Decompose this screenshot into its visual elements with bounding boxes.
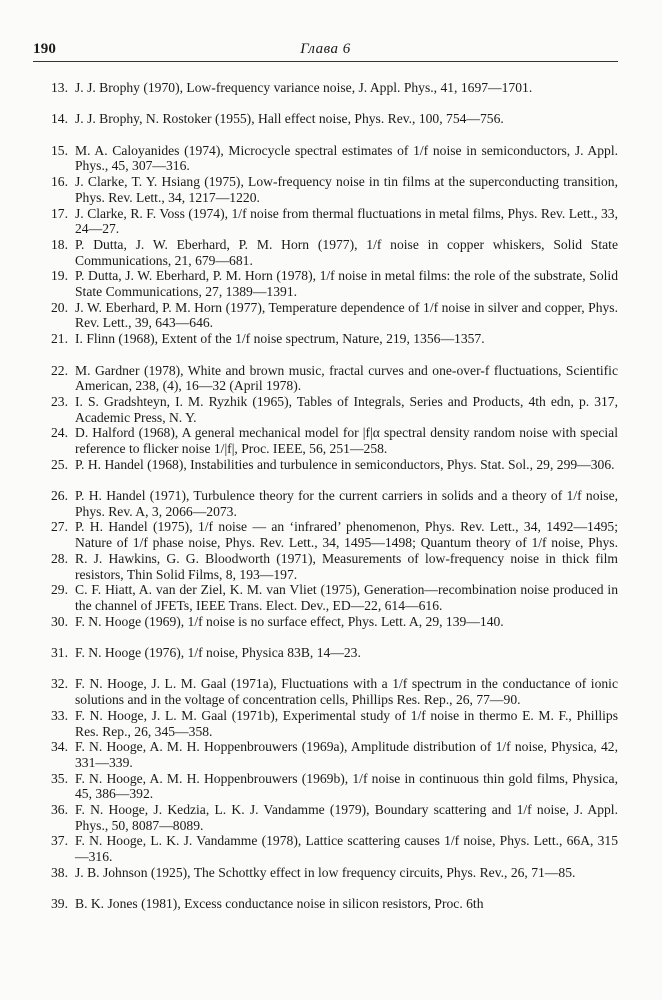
reference-text: C. F. Hiatt, A. van der Ziel, K. M. van Vliet (1975), Generation—recombination noise produced in the channel of JFETs, IEEE Trans. Elect. Dev., ED—22, 614—616. [75, 582, 618, 613]
reference-item [40, 237, 618, 268]
reference-number: 24. [51, 425, 68, 441]
reference-text: P. H. Handel (1968), Instabilities and turbulence in semiconductors, Phys. Stat. Sol., 29, 299—306. [75, 456, 615, 472]
reference-item [40, 111, 618, 142]
reference-number: 13. [51, 80, 68, 95]
reference-item [40, 708, 618, 739]
reference-number: 22. [51, 362, 68, 378]
reference-item [40, 833, 618, 864]
reference-text: R. J. Hawkins, G. G. Bloodworth (1971), Measurements of low-frequency noise in thick film resistors, Thin Solid Films, 8, 193—197. [75, 550, 618, 582]
reference-text: D. Halford (1968), A general mechanical model for |f|α spectral density random noise with special reference to flicker noise 1/|f|, Proc. IEEE, 56, 251—258. [75, 425, 618, 456]
reference-number: 17. [51, 205, 68, 221]
reference-list [40, 80, 618, 912]
reference-item [40, 174, 618, 205]
reference-item [40, 363, 618, 394]
reference-item [40, 865, 618, 896]
reference-number: 39. [51, 896, 68, 912]
reference-number: 18. [51, 236, 68, 252]
reference-text: F. N. Hooge, J. Kedzia, L. K. J. Vandamme (1979), Boundary scattering and 1/f noise, J. Appl. Phys., 50, 8087—8089. [75, 801, 618, 833]
reference-item [40, 206, 618, 237]
reference-text: B. K. Jones (1981), Excess conductance noise in silicon resistors, Proc. 6th [75, 896, 484, 912]
reference-item [40, 80, 618, 111]
reference-text: J. Clarke, T. Y. Hsiang (1975), Low-frequency noise in tin films at the superconducting transition, Phys. Rev. Lett., 34, 1217—1220. [75, 174, 618, 205]
page-number: 190 [33, 41, 57, 57]
reference-number: 21. [51, 331, 68, 347]
reference-text: F. N. Hooge, J. L. M. Gaal (1971a), Fluctuations with a 1/f spectrum in the conductance of ionic solutions and in the voltage of concentration cells, Phillips Res. Rep., 26, 77—90. [75, 676, 618, 708]
reference-number: 20. [51, 299, 68, 315]
reference-text: J. W. Eberhard, P. M. Horn (1977), Temperature dependence of 1/f noise in silver and copper, Phys. Rev. Lett., 39, 643—646. [75, 299, 618, 331]
reference-text: M. A. Caloyanides (1974), Microcycle spectral estimates of 1/f noise in semiconductors, J. Appl. Phys., 45, 307—316. [75, 142, 618, 174]
reference-number: 28. [51, 550, 68, 566]
reference-item [40, 676, 618, 707]
reference-item [40, 614, 618, 645]
reference-number: 30. [51, 613, 68, 629]
reference-text: M. Gardner (1978), White and brown music, fractal curves and one-over-f fluctuations, Scientific American, 238, (4), 16—32 (April 1978). [75, 362, 618, 394]
reference-number: 33. [51, 707, 68, 723]
reference-number: 16. [51, 174, 68, 190]
reference-item [40, 331, 618, 362]
reference-text: P. Dutta, J. W. Eberhard, P. M. Horn (1977), 1/f noise in copper whiskers, Solid State Communications, 21, 679—681. [75, 236, 618, 268]
reference-item [40, 739, 618, 770]
reference-item [40, 519, 618, 550]
reference-text: F. N. Hooge, J. L. M. Gaal (1971b), Experimental study of 1/f noise in thermo E. M. F., Phillips Res. Rep., 26, 345—358. [75, 707, 618, 739]
reference-text: P. Dutta, J. W. Eberhard, P. M. Horn (1978), 1/f noise in metal films: the role of the substrate, Solid State Communications, 27, 1389—1391. [75, 268, 618, 300]
reference-number: 32. [51, 676, 68, 692]
reference-text: I. S. Gradshteyn, I. M. Ryzhik (1965), Tables of Integrals, Series and Products, 4th edn, p. 317, Academic Press, N. Y. [75, 393, 618, 425]
reference-number: 36. [51, 801, 68, 817]
reference-text: F. N. Hooge, A. M. H. Hoppenbrouwers (1969b), 1/f noise in continuous thin gold films, Physica, 45, 386—392. [75, 770, 618, 802]
reference-item [40, 488, 618, 519]
reference-item [40, 425, 618, 456]
reference-text: J. J. Brophy (1970), Low-frequency variance noise, J. Appl. Phys., 41, 1697—1701. [75, 80, 533, 95]
reference-number: 14. [51, 111, 68, 127]
reference-item [40, 551, 618, 582]
reference-number: 27. [51, 519, 68, 535]
reference-text: P. H. Handel (1975), 1/f noise — an ‘infrared’ phenomenon, Phys. Rev. Lett., 34, 1492—1495; Nature of 1/f phase noise, Phys. Rev. Lett., 34, 1495—1498; Quantum theory of 1/f noise, Phys. [75, 519, 618, 551]
reference-text: F. N. Hooge, L. K. J. Vandamme (1978), Lattice scattering causes 1/f noise, Phys. Lett., 66A, 315—316. [75, 833, 618, 865]
reference-text: I. Flinn (1968), Extent of the 1/f noise spectrum, Nature, 219, 1356—1357. [75, 331, 485, 347]
reference-item [40, 457, 618, 488]
reference-item [40, 645, 618, 676]
reference-item [40, 896, 618, 912]
running-title: Глава 6 [300, 41, 351, 57]
reference-item [40, 268, 618, 299]
reference-item [40, 582, 618, 613]
reference-item [40, 771, 618, 802]
reference-item [40, 300, 618, 331]
reference-number: 15. [51, 142, 68, 158]
reference-number: 34. [51, 739, 68, 755]
page-header [33, 36, 618, 60]
reference-text: J. B. Johnson (1925), The Schottky effect in low frequency circuits, Phys. Rev., 26, 71—85. [75, 864, 576, 880]
reference-number: 25. [51, 456, 68, 472]
reference-text: P. H. Handel (1971), Turbulence theory for the current carriers in solids and a theory of 1/f noise, Phys. Rev. A, 3, 2066—2073. [75, 488, 618, 519]
reference-text: F. N. Hooge, A. M. H. Hoppenbrouwers (1969a), Amplitude distribution of 1/f noise, Physica, 42, 331—339. [75, 739, 618, 770]
reference-text: J. J. Brophy, N. Rostoker (1955), Hall effect noise, Phys. Rev., 100, 754—756. [75, 111, 504, 127]
reference-item [40, 802, 618, 833]
reference-number: 35. [51, 770, 68, 786]
reference-number: 29. [51, 582, 68, 598]
reference-text: F. N. Hooge (1976), 1/f noise, Physica 83B, 14—23. [75, 645, 361, 661]
reference-item [40, 394, 618, 425]
header-rule [33, 61, 618, 62]
reference-number: 19. [51, 268, 68, 284]
reference-number: 31. [51, 645, 68, 661]
reference-item [40, 143, 618, 174]
reference-text: F. N. Hooge (1969), 1/f noise is no surface effect, Phys. Lett. A, 29, 139—140. [75, 613, 504, 629]
reference-number: 26. [51, 488, 68, 504]
reference-number: 23. [51, 393, 68, 409]
reference-text: J. Clarke, R. F. Voss (1974), 1/f noise from thermal fluctuations in metal films, Phys. Rev. Lett., 33, 24—27. [75, 205, 618, 237]
reference-number: 38. [51, 864, 68, 880]
reference-number: 37. [51, 833, 68, 849]
